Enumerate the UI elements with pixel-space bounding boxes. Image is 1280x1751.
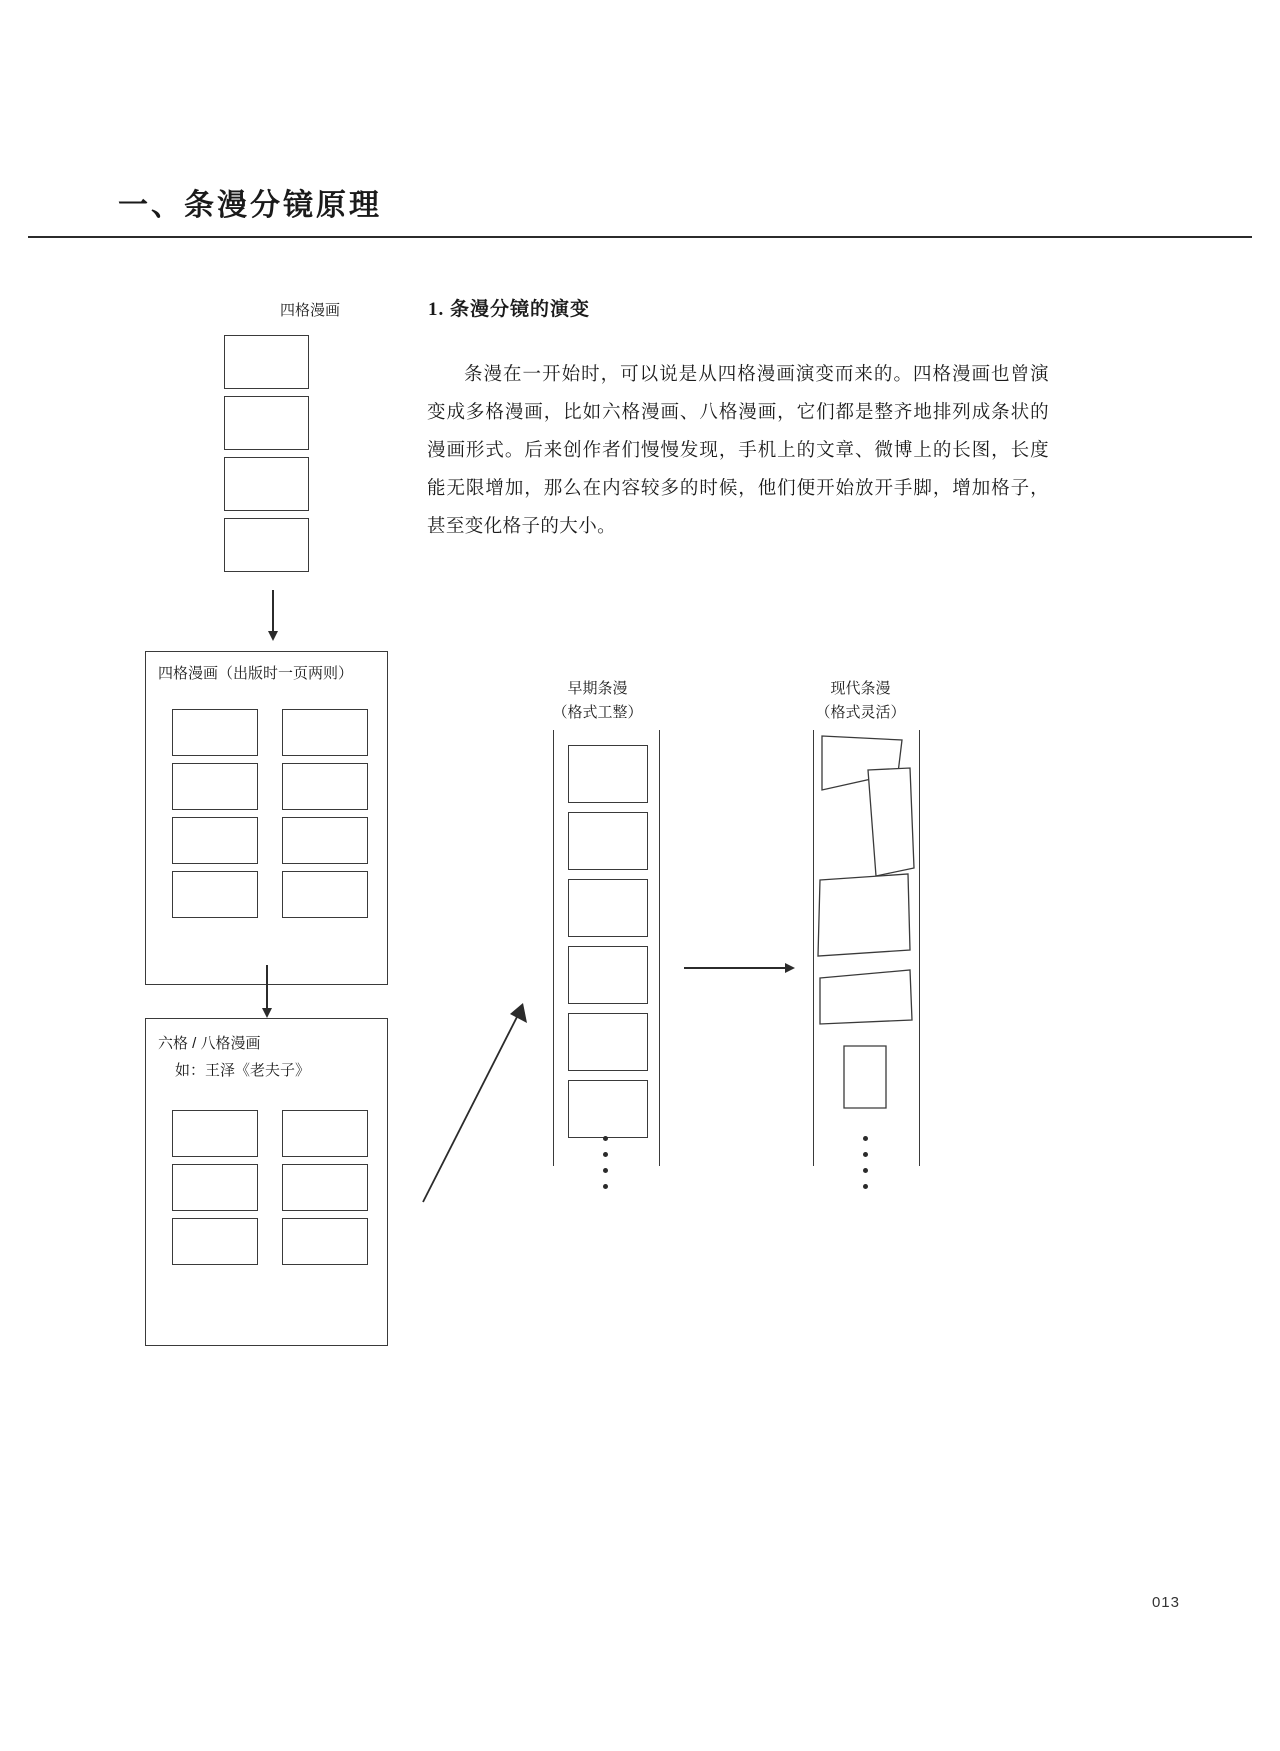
four-panel-label: 四格漫画 <box>279 302 340 319</box>
continuation-dots <box>603 1136 608 1200</box>
arrow-down-icon <box>266 965 268 1009</box>
comic-panel <box>224 457 309 511</box>
title-divider <box>28 236 1252 238</box>
modern-strip-label-line2: （格式灵活） <box>815 704 906 721</box>
early-strip-rail-left <box>553 730 554 1166</box>
comic-panel <box>568 1080 648 1138</box>
page-title: 一、条漫分镜原理 <box>118 189 382 222</box>
comic-panel <box>282 709 368 756</box>
modern-strip-panels <box>810 728 926 1128</box>
six-eight-panel-label-line1: 六格 / 八格漫画 <box>158 1035 261 1052</box>
comic-panel <box>172 763 258 810</box>
comic-panel <box>568 812 648 870</box>
comic-panel <box>568 946 648 1004</box>
comic-panel <box>282 1164 368 1211</box>
continuation-dots <box>863 1136 868 1200</box>
page-number: 013 <box>1151 1594 1180 1611</box>
comic-panel <box>282 763 368 810</box>
comic-panel <box>172 1110 258 1157</box>
comic-panel <box>568 745 648 803</box>
early-strip-rail-right <box>659 730 660 1166</box>
comic-panel <box>224 518 309 572</box>
early-strip-label-line1: 早期条漫 <box>567 680 628 697</box>
body-paragraph: 条漫在一开始时，可以说是从四格漫画演变而来的。四格漫画也曾演变成多格漫画，比如六格漫画、八格漫画，它们都是整齐地排列成条状的漫画形式。后来创作者们慢慢发现，手机上的文章、微博上的长图，长度能无限增加，那么在内容较多的时候，他们便开始放开手脚，增加格子，甚至变化格子的大小。 <box>427 365 1049 537</box>
comic-panel <box>172 871 258 918</box>
comic-panel <box>172 817 258 864</box>
comic-panel <box>568 1013 648 1071</box>
comic-panel <box>282 817 368 864</box>
diagonal-arrow-icon <box>415 995 535 1210</box>
comic-panel <box>282 1110 368 1157</box>
comic-panel <box>224 335 309 389</box>
arrow-down-icon <box>272 590 274 632</box>
comic-panel <box>172 709 258 756</box>
comic-panel <box>172 1218 258 1265</box>
comic-panel <box>224 396 309 450</box>
comic-panel <box>568 879 648 937</box>
published-spread-label: 四格漫画（出版时一页两则） <box>158 665 354 682</box>
early-strip-label-line2: （格式工整） <box>552 704 643 721</box>
comic-panel <box>282 1218 368 1265</box>
comic-panel <box>282 871 368 918</box>
comic-panel <box>172 1164 258 1211</box>
modern-strip-label-line1: 现代条漫 <box>830 680 891 697</box>
section-heading: 1. 条漫分镜的演变 <box>428 299 591 320</box>
arrow-right-icon <box>684 967 786 969</box>
six-eight-panel-label-line2: 如：王泽《老夫子》 <box>175 1062 311 1079</box>
